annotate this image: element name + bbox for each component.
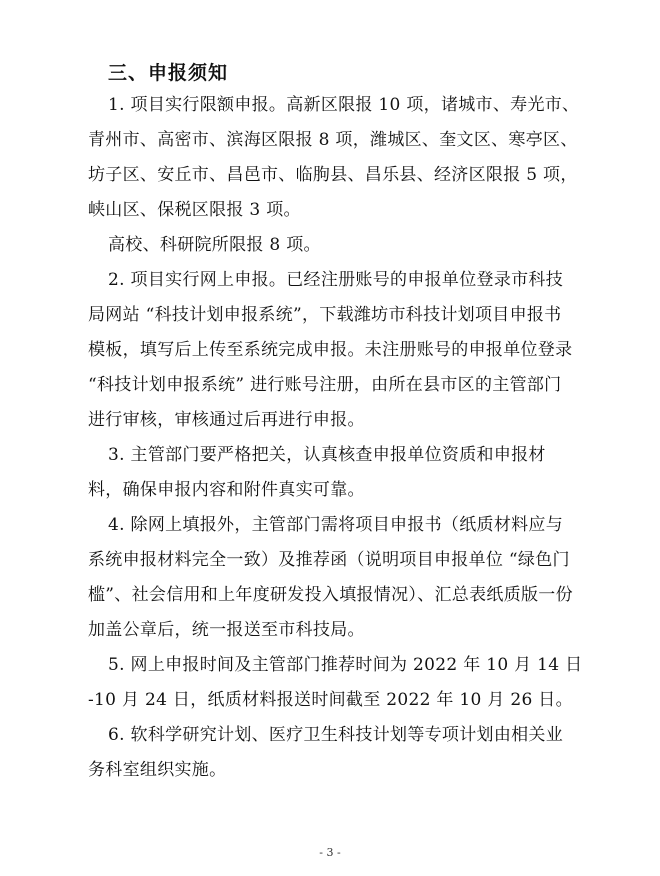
paragraph-line: 槛”、社会信用和上年度研发投入填报情况）、汇总表纸质版一份 [88,585,573,605]
paragraph-line: 加盖公章后，统一报送至市科技局。 [88,620,365,640]
paragraph-line: 1. 项目实行限额申报。高新区限报 10 项，诸城市、寿光市、 [108,95,580,115]
paragraph-line: 局网站 “科技计划申报系统”，下载潍坊市科技计划项目申报书 [88,305,562,325]
paragraph-line: 5. 网上申报时间及主管部门推荐时间为 2022 年 10 月 14 日 [108,655,583,675]
paragraph-line: 模板，填写后上传至系统完成申报。未注册账号的申报单位登录 [88,340,573,360]
paragraph-line: 坊子区、安丘市、昌邑市、临朐县、昌乐县、经济区限报 5 项， [88,165,578,185]
page-number: - 3 - [319,846,341,859]
paragraph-line: 6. 软科学研究计划、医疗卫生科技计划等专项计划由相关业 [108,725,564,745]
paragraph-line: 3. 主管部门要严格把关，认真核查申报单位资质和申报材 [108,445,546,465]
paragraph-line: -10 月 24 日，纸质材料报送时间截至 2022 年 10 月 26 日。 [88,690,573,710]
paragraph-line: 料，确保申报内容和附件真实可靠。 [88,480,365,500]
paragraph-line: “科技计划申报系统” 进行账号注册，由所在县市区的主管部门 [88,375,562,395]
paragraph-line: 2. 项目实行网上申报。已经注册账号的申报单位登录市科技 [108,270,564,290]
paragraph-line: 4. 除网上填报外，主管部门需将项目申报书（纸质材料应与 [108,515,564,535]
paragraph-line: 峡山区、保税区限报 3 项。 [88,200,301,220]
paragraph-line: 系统申报材料完全一致）及推荐函（说明项目申报单位 “绿色门 [88,550,570,570]
section-heading: 三、申报须知 [108,62,229,84]
paragraph-line: 青州市、高密市、滨海区限报 8 项，潍城区、奎文区、寒亭区、 [88,130,578,150]
paragraph-line: 务科室组织实施。 [88,760,227,780]
paragraph-line: 高校、科研院所限报 8 项。 [108,235,321,255]
paragraph-line: 进行审核，审核通过后再进行申报。 [88,410,365,430]
